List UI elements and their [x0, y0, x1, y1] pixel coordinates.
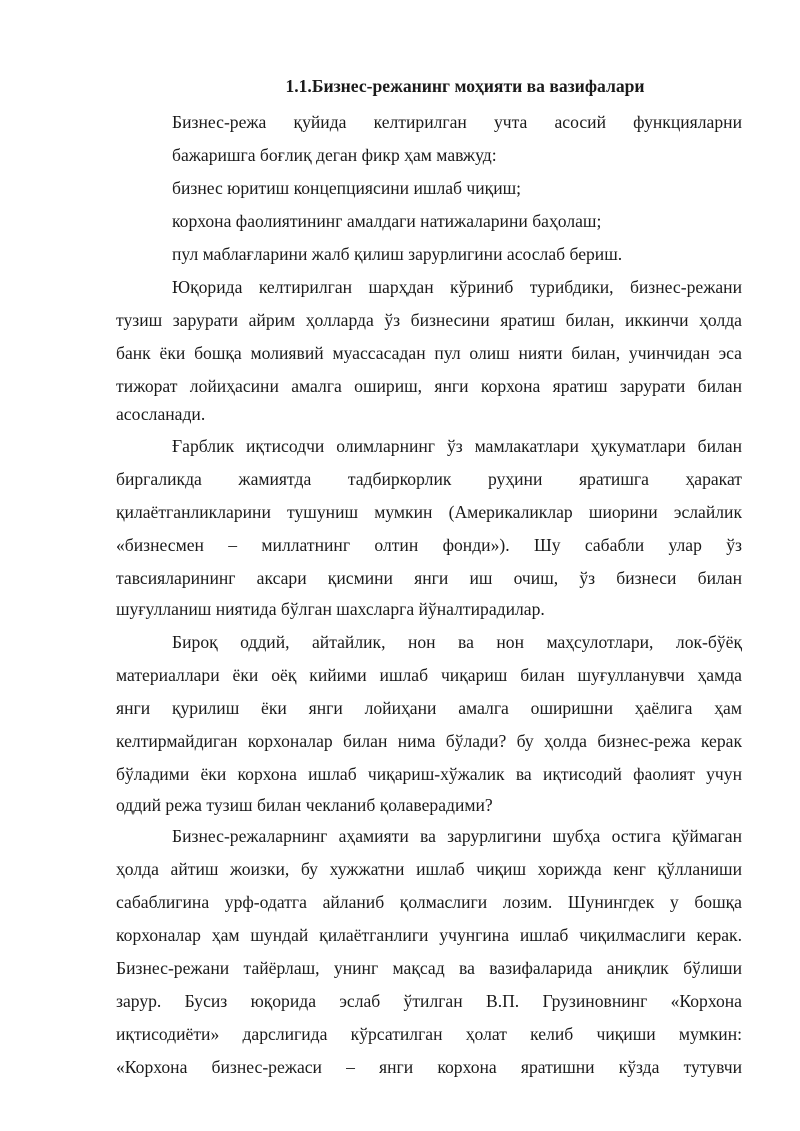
paragraph-line: Бизнес-режаларнинг аҳамияти ва зарурлигини шубҳа остига қўймаган	[172, 826, 742, 846]
paragraph-line: Бизнес-режани тайёрлаш, унинг мақсад ва вазифаларида аниқлик бўлиши	[116, 958, 742, 978]
paragraph-line: ҳолда айтиш жоизки, бу хужжатни ишлаб чиқиш хорижда кенг қўлланиши	[116, 859, 742, 879]
list-item: корхона фаолиятининг амалдаги натижаларини баҳолаш;	[172, 211, 602, 231]
paragraph-line: банк ёки бошқа молиявий муассасадан пул олиш нияти билан, учинчидан эса	[116, 343, 742, 363]
paragraph-line: тижорат лойиҳасини амалга ошириш, янги корхона яратиш зарурати билан	[116, 376, 742, 396]
paragraph-line: янги қурилиш ёки янги лойиҳани амалга оширишни ҳаёлига ҳам	[116, 698, 742, 718]
section-title: 1.1.Бизнес-режанинг моҳияти ва вазифалари	[285, 76, 645, 96]
paragraph-line: Юқорида келтирилган шарҳдан кўриниб турибдики, бизнес-режани	[172, 277, 742, 297]
paragraph-line: сабаблигина урф-одатга айланиб қолмаслиги лозим. Шунингдек у бошқа	[116, 892, 742, 912]
paragraph-line: асосланади.	[116, 404, 206, 424]
paragraph-line: иқтисодиёти» дарслигида кўрсатилган ҳолат келиб чиқиши мумкин:	[116, 1024, 742, 1044]
paragraph-line: зарур. Бусиз юқорида эслаб ўтилган В.П. Грузиновнинг «Корхона	[116, 991, 742, 1011]
list-item: бизнес юритиш концепциясини ишлаб чиқиш;	[172, 178, 522, 198]
paragraph-line: материаллари ёки оёқ кийими ишлаб чиқариш билан шуғулланувчи ҳамда	[116, 665, 742, 685]
paragraph-line: бўладими ёки корхона ишлаб чиқариш-хўжалик ва иқтисодий фаолият учун	[116, 764, 742, 784]
paragraph-line: оддий режа тузиш билан чекланиб қолаверадими?	[116, 795, 493, 815]
paragraph-line: шуғулланиш ниятида бўлган шахсларга йўналтирадилар.	[116, 599, 545, 619]
paragraph-line: тузиш зарурати айрим ҳолларда ўз бизнесини яратиш билан, иккинчи ҳолда	[116, 310, 742, 330]
paragraph-line: Бироқ оддий, айтайлик, нон ва нон маҳсулотлари, лок-бўёқ	[172, 632, 742, 652]
paragraph-line: корхоналар ҳам шундай қилаётганлиги учунгина ишлаб чиқилмаслиги керак.	[116, 925, 742, 945]
paragraph-line: биргаликда жамиятда тадбиркорлик руҳини яратишга ҳаракат	[116, 469, 742, 489]
paragraph-line: Бизнес-режа қуйида келтирилган учта асосий функцияларни	[172, 112, 742, 132]
paragraph-line: «бизнесмен – миллатнинг олтин фонди»). Шу сабабли улар ўз	[116, 535, 742, 555]
paragraph-line: тавсияларининг аксари қисмини янги иш очиш, ўз бизнеси билан	[116, 568, 742, 588]
paragraph-line: «Корхона бизнес-режаси – янги корхона яратишни кўзда тутувчи	[116, 1057, 742, 1077]
paragraph-line: қилаётганликларини тушуниш мумкин (Америкаликлар шиорини эслайлик	[116, 502, 742, 522]
paragraph-line: келтирмайдиган корхоналар билан нима бўлади? бу ҳолда бизнес-режа керак	[116, 731, 742, 751]
list-item: пул маблағларини жалб қилиш зарурлигини асослаб бериш.	[172, 244, 623, 264]
paragraph-line: Ғарблик иқтисодчи олимларнинг ўз мамлакатлари ҳукуматлари билан	[172, 436, 742, 456]
paragraph-line: бажаришга боғлиқ деган фикр ҳам мавжуд:	[172, 145, 497, 165]
